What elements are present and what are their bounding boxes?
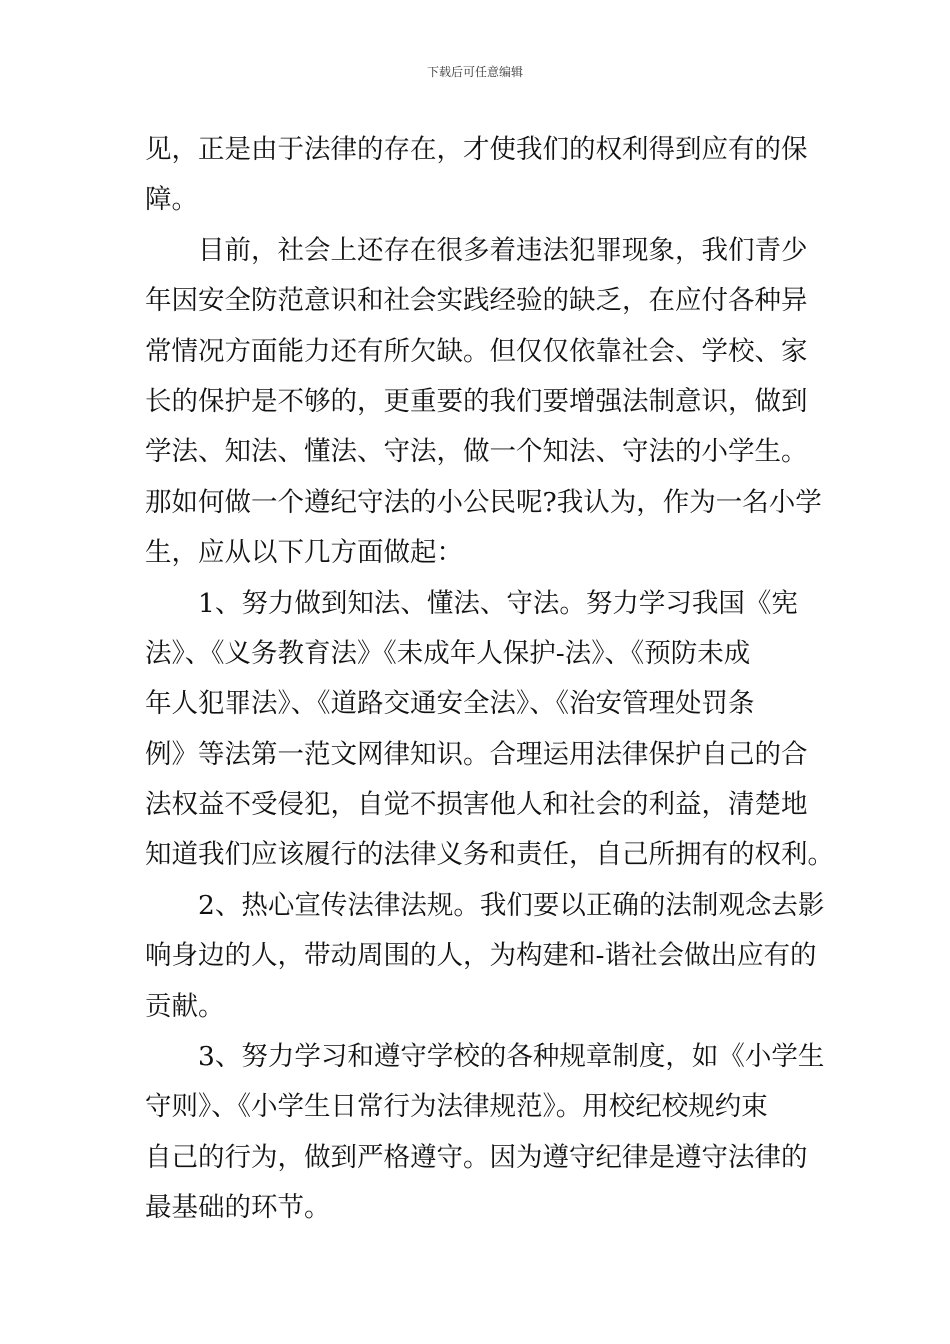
- document-body: [145, 125, 834, 1234]
- text-line: 自己的行为，做到严格遵守。因为遵守纪律是遵守法律的: [145, 1141, 808, 1173]
- text-line: 知道我们应该履行的法律义务和责任，自己所拥有的权利。: [145, 839, 834, 871]
- text-line: 3、努力学习和遵守学校的各种规章制度，如《小学生: [198, 1041, 825, 1073]
- text-line: 那如何做一个遵纪守法的小公民呢?我认为，作为一名小学: [145, 486, 822, 518]
- text-line: 最基础的环节。: [145, 1192, 331, 1224]
- text-line: 目前，社会上还存在很多着违法犯罪现象，我们青少: [198, 234, 808, 266]
- text-line: 常情况方面能力还有所欠缺。但仅仅依靠社会、学校、家: [145, 335, 808, 367]
- text-line: 长的保护是不够的，更重要的我们要增强法制意识，做到: [145, 385, 808, 417]
- text-line: 学法、知法、懂法、守法，做一个知法、守法的小学生。: [145, 436, 808, 468]
- text-line: 例》等法第一范文网律知识。合理运用法律保护自己的合: [145, 738, 808, 770]
- text-line: 2、热心宣传法律法规。我们要以正确的法制观念去影: [198, 889, 825, 921]
- text-line: 响身边的人，带动周围的人，为构建和-谐社会做出应有的: [145, 940, 817, 972]
- text-line: 法》、《义务教育法》《未成年人保护-法》、《预防未成: [145, 637, 751, 669]
- text-line: 贡献。: [145, 990, 225, 1022]
- text-line: 障。: [145, 184, 198, 216]
- text-line: 生，应从以下几方面做起：: [145, 537, 463, 569]
- text-line: 法权益不受侵犯，自觉不损害他人和社会的利益，清楚地: [145, 789, 808, 821]
- text-line: 年因安全防范意识和社会实践经验的缺乏，在应付各种异: [145, 285, 808, 317]
- text-line: 见，正是由于法律的存在，才使我们的权利得到应有的保: [145, 134, 808, 165]
- text-line: 年人犯罪法》、《道路交通安全法》、《治安管理处罚条: [145, 688, 755, 720]
- text-line: 1、努力做到知法、懂法、守法。努力学习我国《宪: [198, 587, 798, 619]
- text-line: 守则》、《小学生日常行为法律规范》。用校纪校规约束: [145, 1091, 768, 1123]
- page-header: 下载后可任意编辑: [426, 65, 523, 79]
